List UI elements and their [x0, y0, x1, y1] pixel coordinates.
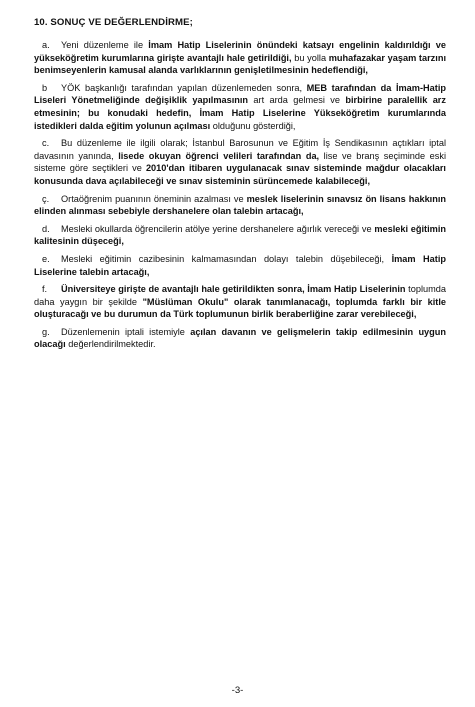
text-segment: YÖK başkanlığı tarafından yapılan düzenlemeden sonra,	[61, 82, 307, 93]
bold-text-segment: 2010'dan itibaren uygulanacak sınav sisteminde mağdur olacakları konusunda dava açılabileceği ve sınav sisteminin sürüncemede kalabileceği,	[34, 163, 446, 186]
text-segment: toplumda daha yaygın bir şekilde	[34, 284, 446, 307]
text-segment: bu yolla	[291, 52, 329, 63]
paragraph-label: c.	[42, 138, 50, 149]
paragraph-g	[34, 326, 446, 351]
text-segment: Düzenlemenin iptali istemiyle	[61, 326, 191, 337]
bold-text-segment: Üniversiteye girişte de avantajlı hale getirildikten sonra, İmam Hatip Liselerinin	[61, 284, 406, 295]
text-segment: değerlendirilmektedir.	[65, 339, 156, 350]
bold-text-segment: açılan davanın ve gelişmelerin takip edilmesinin uygun olacağı	[34, 326, 446, 350]
bold-text-segment: İmam Hatip Liselerine talebin artacağı,	[34, 253, 446, 277]
paragraph-e	[34, 253, 446, 278]
paragraph-label: b	[42, 82, 48, 93]
paragraph-c-cedilla	[34, 193, 446, 218]
text-segment: olduğunu gösterdiği,	[210, 120, 296, 131]
paragraph-label: g.	[42, 326, 50, 337]
section-heading: 10. SONUÇ VE DEĞERLENDİRME;	[34, 17, 193, 28]
paragraph-d	[34, 223, 446, 248]
text-segment: Ortaöğrenim puanının öneminin azalması ve	[61, 193, 247, 204]
bold-text-segment: İmam Hatip Liselerinin önündeki katsayı engelinin kaldırıldığı ve yükseköğretim kurumlarına girişte avantajlı hale getirildiği,	[34, 40, 447, 63]
bold-text-segment: "Müslüman Okulu" olarak tanımlanacağı, toplumda farklı bir kitle oluşturacağı ve bu durumun da Türk toplumunun birlik beraberliğine zarar verebileceği,	[34, 296, 447, 320]
text-segment: Yeni düzenleme ile	[61, 40, 149, 50]
paragraph-label: ç.	[42, 193, 50, 204]
text-segment: art arda gelmesi ve	[248, 95, 346, 106]
bold-text-segment: mesleki eğitimin kalitesinin düşeceği,	[34, 223, 446, 247]
bold-text-segment: muhafazakar yaşam tarzını benimseyenlerin kamusal alanda varlıklarının genişletilmesinin hedeflendiği,	[34, 52, 446, 76]
paragraph-c	[34, 137, 446, 187]
bold-text-segment: meslek liselerinin sınavsız ön lisans hakkının elinden alınması sebebiyle dershanelere olan talebin artacağı,	[34, 193, 447, 217]
bold-text-segment: birbirine paralellik arz etmesinin; bu konudaki hedefin, İmam Hatip Liselerine Yükseköğretim kurumlarında istedikleri dalda eğitim yolunun açılması	[34, 95, 446, 131]
paragraph-b	[34, 82, 446, 132]
text-segment: lise ve branş seçiminde eski sisteme göre seçtikleri ve	[34, 150, 446, 174]
text-segment: Mesleki eğitimin cazibesinin kalmamasından dolayı talebin düşebileceği,	[61, 253, 392, 264]
bold-text-segment: lisede okuyan öğrenci velileri tarafından da,	[118, 150, 320, 161]
text-segment: Bu düzenleme ile ilgili olarak; İstanbul Barosunun ve Eğitim İş Sendikasının açtıkları iptal davasının yanında,	[34, 138, 446, 161]
paragraph-f	[34, 283, 446, 321]
bold-text-segment: MEB tarafından da İmam-Hatip Liseleri Yönetmeliğinde değişiklik yapılmasının	[34, 82, 446, 106]
paragraph-label: e.	[42, 253, 50, 264]
section-body	[34, 39, 446, 356]
page-number: -3-	[231, 685, 244, 696]
paragraph-label: a.	[42, 40, 50, 50]
text-segment: Mesleki okullarda öğrencilerin atölye yerine dershanelere ağırlık vereceği ve	[61, 223, 375, 234]
paragraph-label: f.	[42, 284, 48, 295]
paragraph-label: d.	[42, 223, 50, 234]
paragraph-a	[34, 39, 446, 77]
